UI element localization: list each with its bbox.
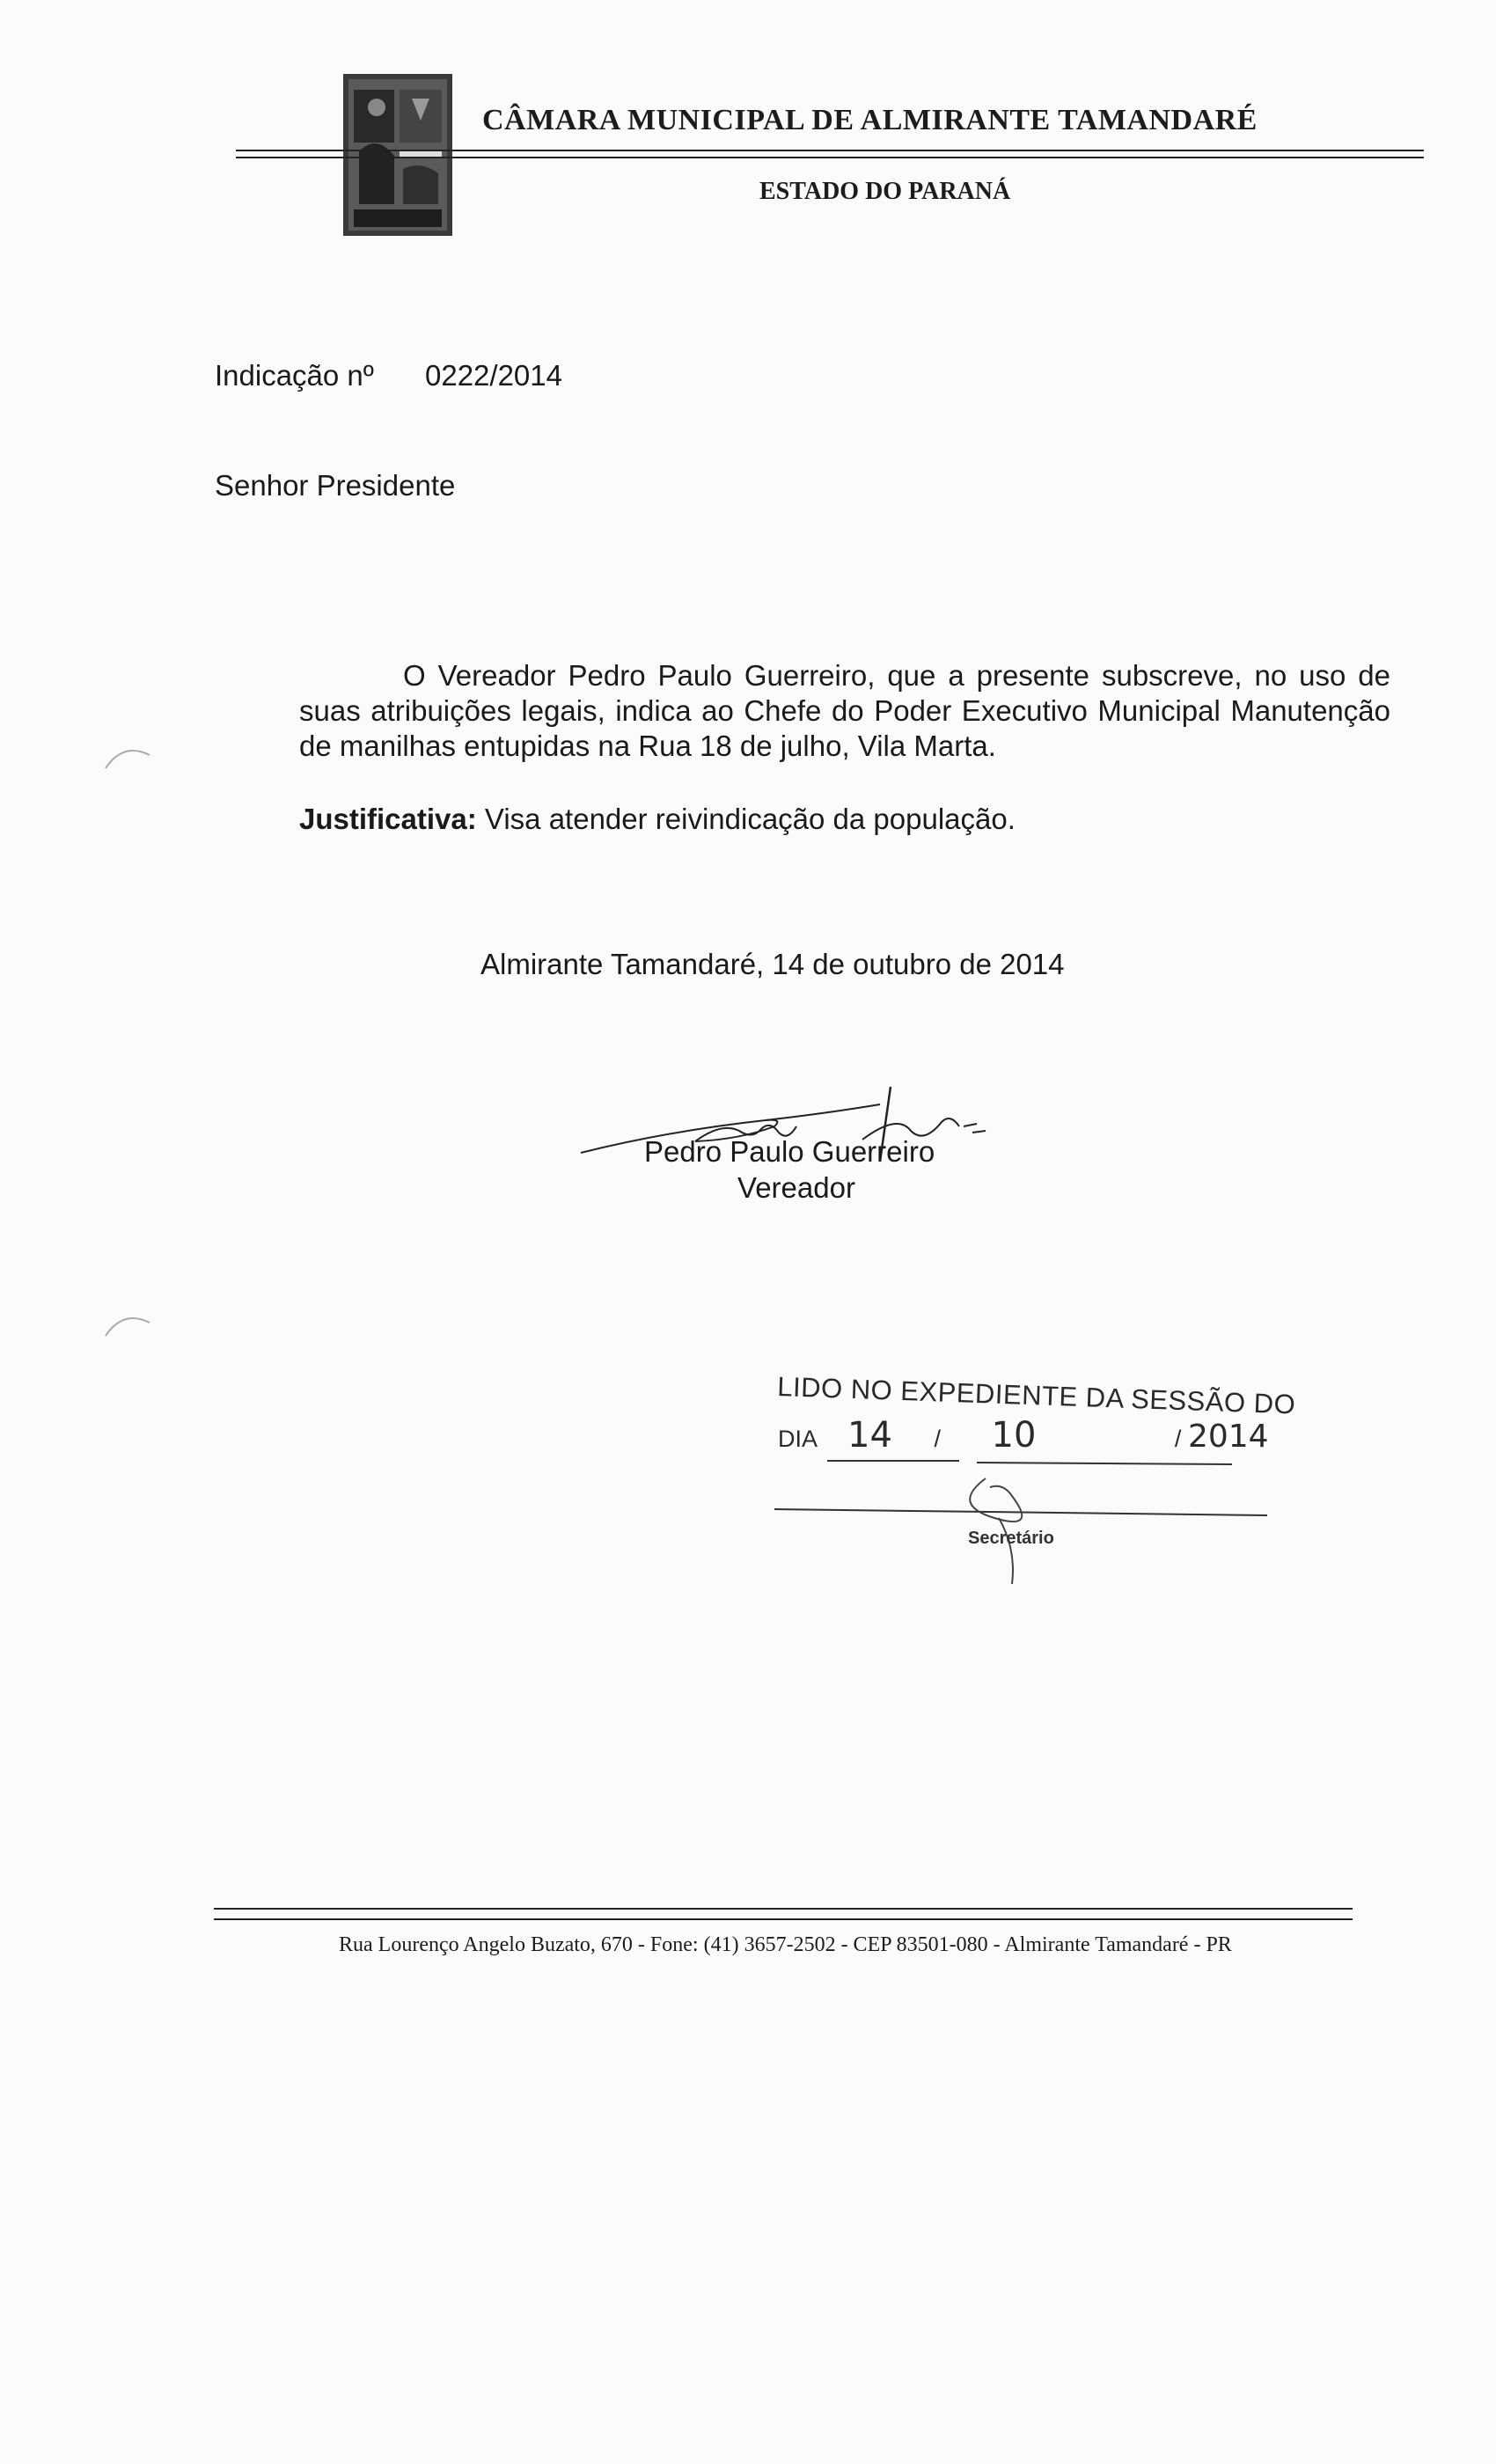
justification [299,803,1016,836]
stamp-year: 2014 [1187,1419,1269,1455]
stamp-dia-label: DIA [778,1426,817,1452]
stamp-day: 14 [847,1415,892,1456]
stamp-date-row: DIA 14 / 10 / 2014 [778,1415,1269,1456]
header-title: CÂMARA MUNICIPAL DE ALMIRANTE TAMANDARÉ [482,104,1258,136]
margin-hole-mark [101,737,154,773]
justification-label: Justificativa: [299,803,477,835]
stamp-month: 10 [991,1415,1037,1456]
stamp-heading: LIDO NO EXPEDIENTE DA SESSÃO DO [776,1371,1296,1420]
salutation: Senhor Presidente [215,469,456,502]
signer-name: Pedro Paulo Guerreiro [644,1135,935,1168]
header-subtitle: ESTADO DO PARANÁ [759,178,1011,205]
header-divider-top [236,150,1424,151]
body-text: O Vereador Pedro Paulo Guerreiro, que a presente subscreve, no uso de suas atribuições legais, indica ao Chefe do Poder Executivo Municipal Manutenção de manilhas entupidas na Rua 18 de julho, Vila Marta. [299,659,1390,762]
municipal-crest-logo [341,72,454,238]
document-number-value: 0222/2014 [425,359,562,392]
footer-address: Rua Lourenço Angelo Buzato, 670 - Fone: (41) 3657-2502 - CEP 83501-080 - Almirante Tamandaré - PR [339,1933,1232,1956]
footer-divider-bottom [214,1918,1353,1920]
document-number-label: Indicação nº [215,359,374,392]
stamp-role: Secretário [968,1529,1054,1548]
body-paragraph [299,658,1390,764]
margin-hole-mark [101,1305,154,1340]
justification-text: Visa atender reivindicação da população. [484,803,1016,835]
header-divider-bottom [236,157,1424,158]
place-date: Almirante Tamandaré, 14 de outubro de 2014 [480,948,1065,980]
signer-role: Vereador [737,1171,855,1204]
footer-divider-top [214,1908,1353,1910]
